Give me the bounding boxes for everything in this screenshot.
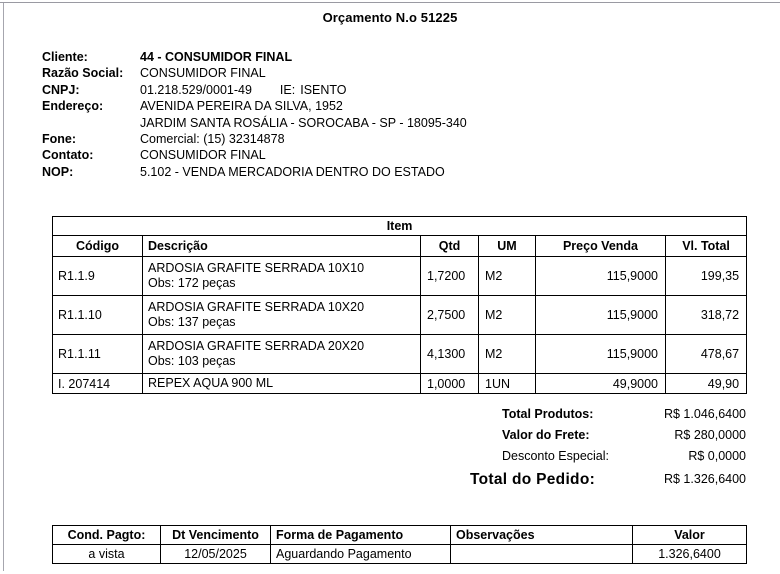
col-header-preco-venda: Preço Venda [536, 236, 666, 257]
payment-table-header-row [53, 526, 747, 545]
cell-cond-pagto: a vista [53, 545, 161, 564]
cell-qtd: 4,1300 [421, 335, 479, 374]
value-fone: Comercial: (15) 32314878 [140, 131, 285, 146]
cell-vl-total: 318,72 [666, 296, 747, 335]
cell-forma-pagamento: Aguardando Pagamento [271, 545, 451, 564]
cell-descricao: REPEX AQUA 900 ML [143, 374, 421, 394]
payment-table [52, 525, 747, 564]
cell-descricao-text: ARDOSIA GRAFITE SERRADA 10X10 [148, 261, 365, 275]
customer-row-endereco-line2 [42, 115, 467, 131]
desconto-especial-row [470, 446, 746, 467]
cell-um: M2 [479, 296, 536, 335]
cell-descricao-obs: Obs: 172 peças [148, 276, 236, 290]
label-ie: IE: [279, 82, 296, 97]
label-cnpj: CNPJ: [42, 82, 80, 97]
col-header-dt-vencimento: Dt Vencimento [161, 526, 271, 545]
label-cliente: Cliente: [42, 50, 88, 64]
total-produtos-label: Total Produtos: [502, 407, 594, 421]
cell-dt-vencimento: 12/05/2025 [161, 545, 271, 564]
cell-descricao-text: ARDOSIA GRAFITE SERRADA 20X20 [148, 339, 365, 353]
total-pedido-label: Total do Pedido: [470, 471, 596, 488]
value-ie: ISENTO [300, 82, 347, 97]
total-pedido-row [470, 467, 746, 492]
customer-row-razao-social [42, 65, 467, 81]
value-nop: 5.102 - VENDA MERCADORIA DENTRO DO ESTADO [140, 164, 445, 179]
item-table-group-header: Item [53, 217, 747, 236]
table-row [53, 374, 747, 394]
cell-codigo: R1.1.11 [53, 335, 143, 374]
item-table [52, 216, 747, 394]
col-header-descricao: Descrição [143, 236, 421, 257]
value-endereco: AVENIDA PEREIRA DA SILVA, 1952 [140, 99, 343, 114]
cell-um: 1UN [479, 374, 536, 394]
cell-qtd: 1,7200 [421, 257, 479, 296]
item-table-header-row [53, 236, 747, 257]
cell-observacoes [451, 545, 633, 564]
col-header-codigo: Código [53, 236, 143, 257]
value-cnpj: 01.218.529/0001-49 [140, 82, 252, 97]
col-header-valor: Valor [633, 526, 747, 545]
customer-row-cnpj [42, 82, 467, 98]
cell-preco-venda: 115,9000 [536, 257, 666, 296]
total-produtos-row [470, 404, 746, 425]
cell-vl-total: 49,90 [666, 374, 747, 394]
cell-descricao-obs: Obs: 103 peças [148, 354, 236, 368]
cell-preco-venda: 115,9000 [536, 335, 666, 374]
table-row [53, 335, 747, 374]
total-pedido-value: R$ 1.326,6400 [663, 472, 746, 486]
customer-row-fone [42, 131, 467, 147]
cell-vl-total: 478,67 [666, 335, 747, 374]
cell-preco-venda: 115,9000 [536, 296, 666, 335]
cell-codigo: R1.1.9 [53, 257, 143, 296]
valor-frete-label: Valor do Frete: [502, 428, 590, 442]
label-endereco: Endereço: [42, 99, 104, 114]
cell-descricao [143, 257, 421, 296]
label-contato: Contato: [42, 148, 94, 163]
customer-row-cliente [42, 49, 467, 65]
cell-descricao-obs: Obs: 137 peças [148, 315, 236, 329]
label-nop: NOP: [42, 164, 74, 179]
label-fone: Fone: [42, 131, 77, 146]
label-razao-social: Razão Social: [42, 66, 124, 81]
col-header-vl-total: Vl. Total [666, 236, 747, 257]
cell-codigo: R1.1.10 [53, 296, 143, 335]
desconto-especial-label: Desconto Especial: [502, 449, 610, 463]
valor-frete-row [470, 425, 746, 446]
desconto-especial-value: R$ 0,0000 [688, 449, 746, 463]
valor-frete-value: R$ 280,0000 [674, 428, 746, 442]
cell-descricao-text: ARDOSIA GRAFITE SERRADA 10X20 [148, 300, 365, 314]
col-header-forma-pagamento: Forma de Pagamento [271, 526, 451, 545]
page-title: Orçamento N.o 51225 [322, 10, 458, 25]
customer-row-nop [42, 164, 467, 180]
table-row [53, 296, 747, 335]
customer-row-endereco [42, 98, 467, 114]
cell-qtd: 1,0000 [421, 374, 479, 394]
totals-block [470, 404, 746, 492]
item-table-group-header-row [53, 217, 747, 236]
col-header-cond-pagto: Cond. Pagto: [53, 526, 161, 545]
cell-qtd: 2,7500 [421, 296, 479, 335]
total-produtos-value: R$ 1.046,6400 [663, 407, 746, 421]
customer-info-block [42, 49, 467, 180]
col-header-qtd: Qtd [421, 236, 479, 257]
cell-vl-total: 199,35 [666, 257, 747, 296]
customer-row-contato [42, 147, 467, 163]
cell-codigo: I. 207414 [53, 374, 143, 394]
cell-preco-venda: 49,9000 [536, 374, 666, 394]
value-cliente: 44 - CONSUMIDOR FINAL [140, 50, 293, 64]
value-contato: CONSUMIDOR FINAL [140, 148, 266, 163]
table-row [53, 545, 747, 564]
cell-valor: 1.326,6400 [633, 545, 747, 564]
cell-descricao [143, 296, 421, 335]
value-endereco-line2: JARDIM SANTA ROSÁLIA - SOROCABA - SP - 18095-340 [140, 115, 467, 130]
cell-um: M2 [479, 335, 536, 374]
cell-descricao [143, 335, 421, 374]
col-header-observacoes: Observações [451, 526, 633, 545]
cell-um: M2 [479, 257, 536, 296]
table-row [53, 257, 747, 296]
col-header-um: UM [479, 236, 536, 257]
value-razao-social: CONSUMIDOR FINAL [140, 66, 266, 81]
